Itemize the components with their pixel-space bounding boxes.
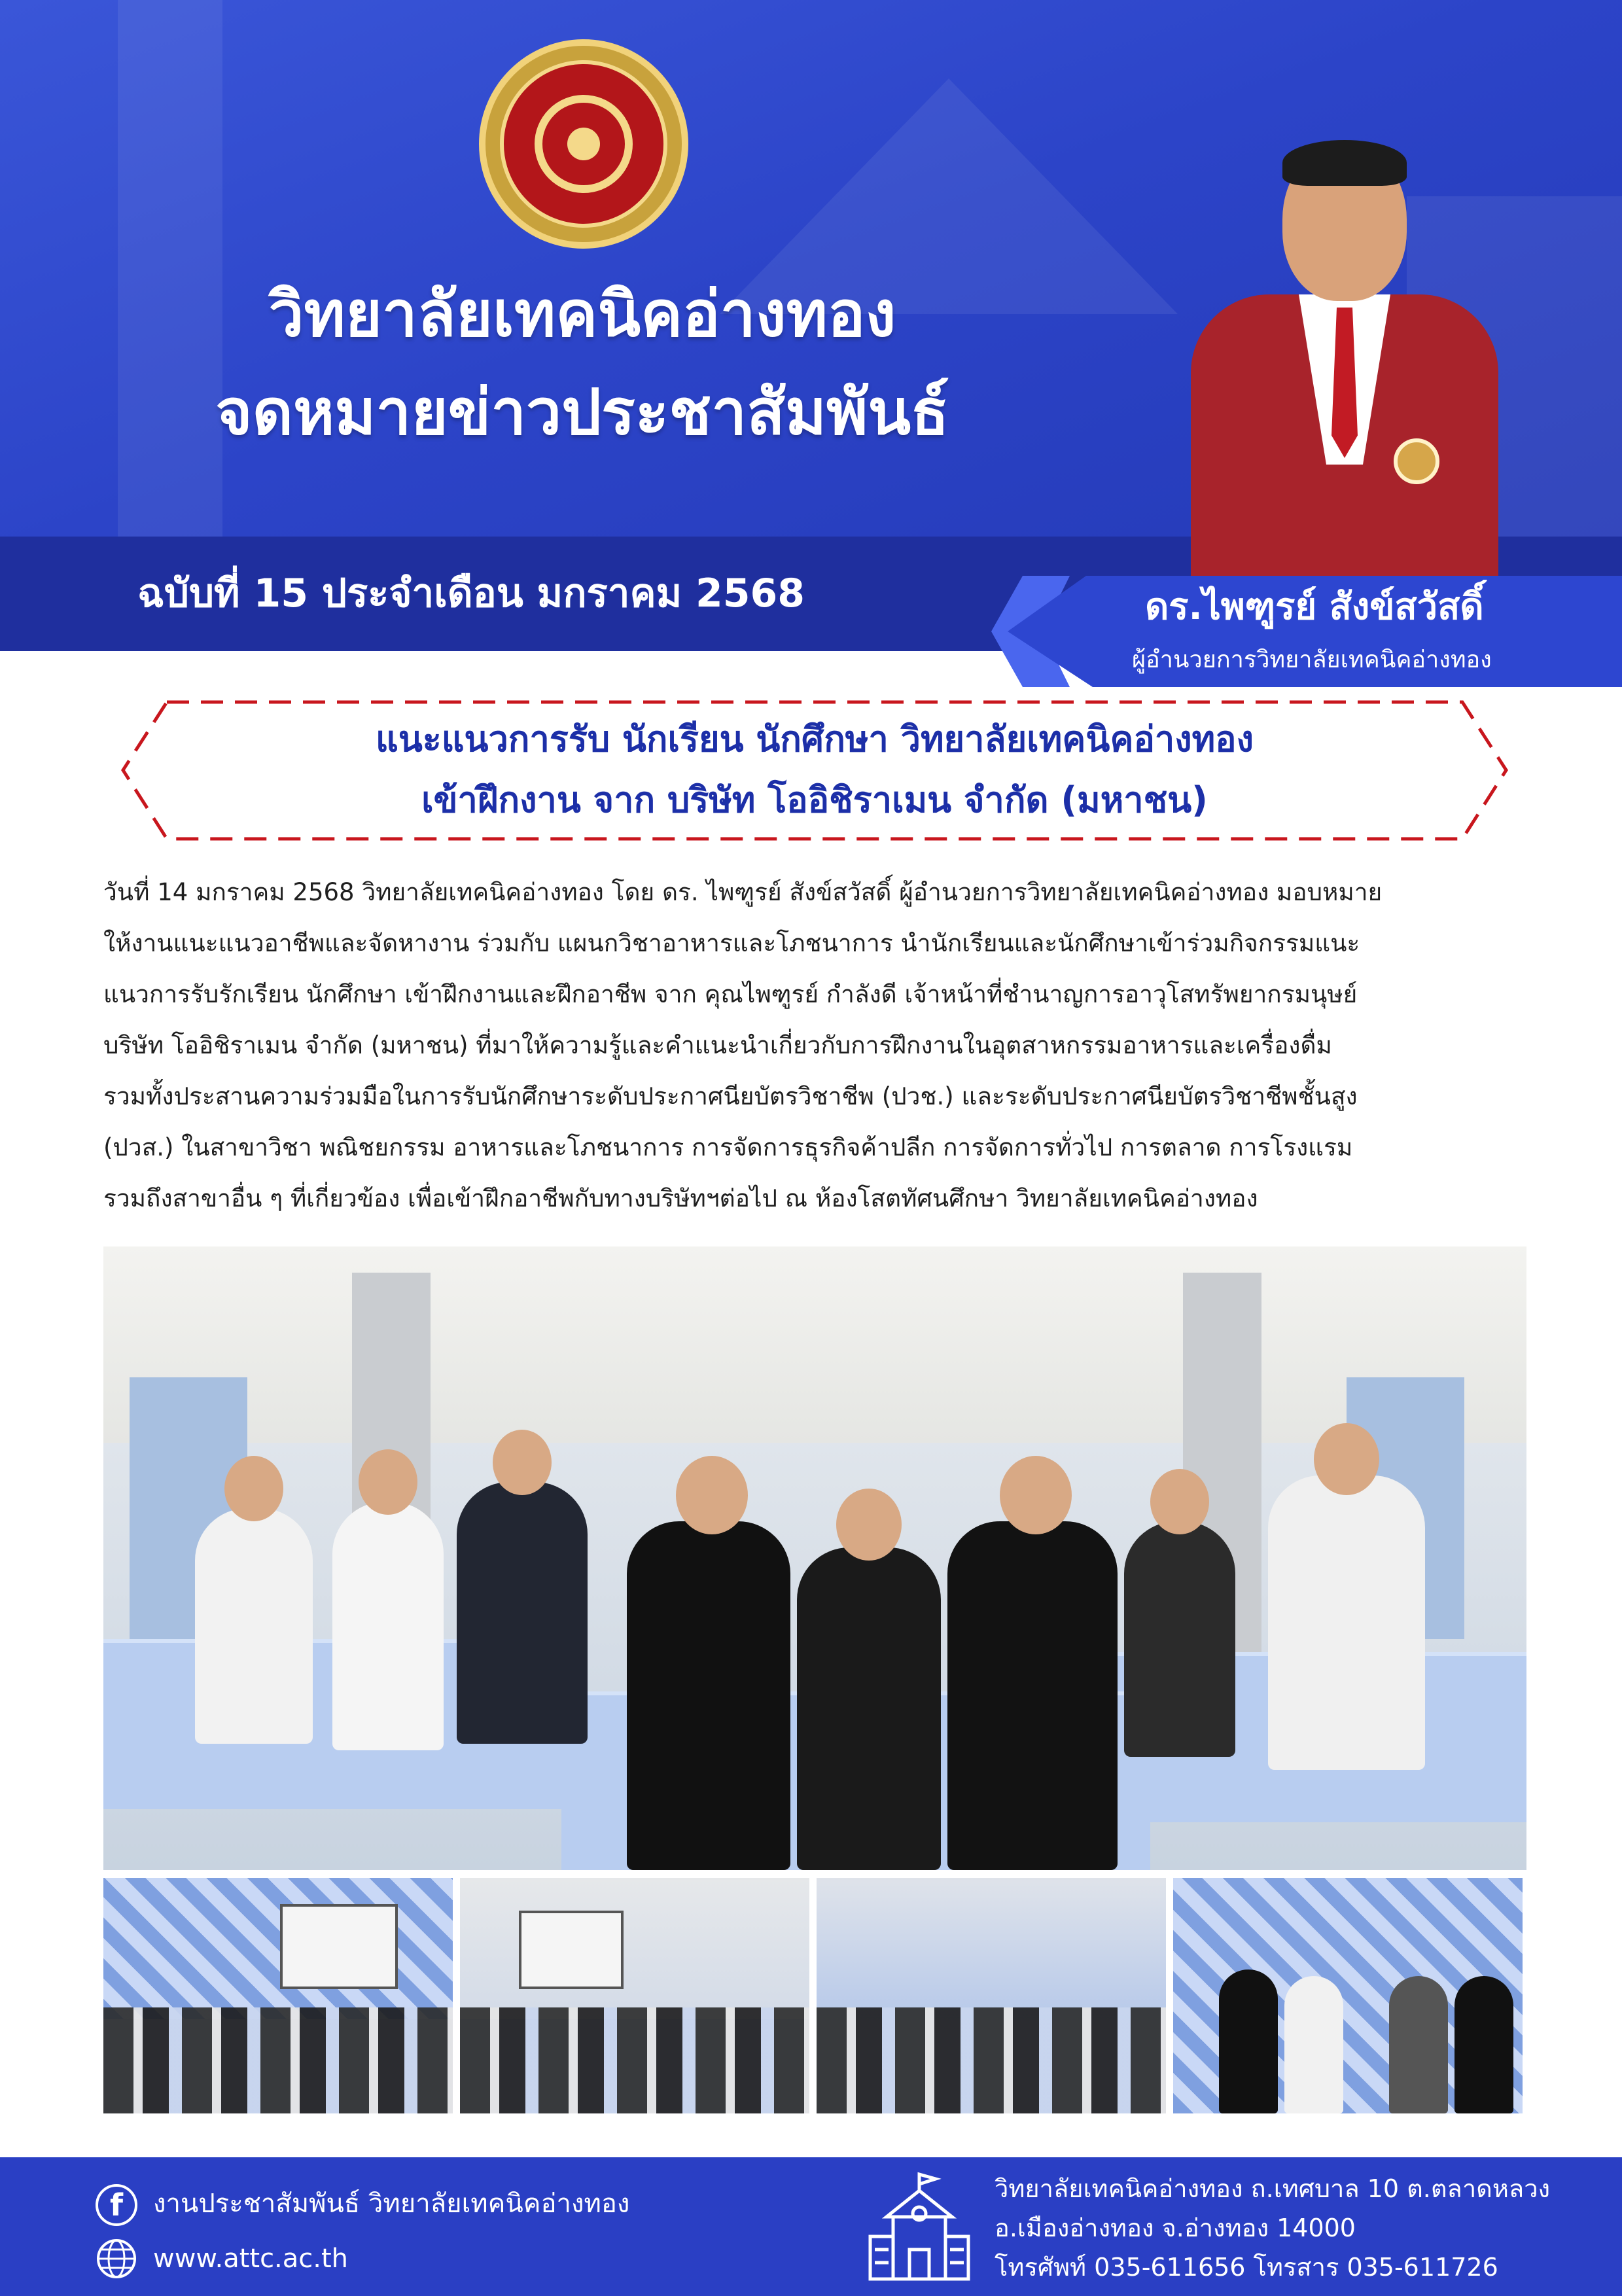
body-line: แนวการรับรักเรียน นักศึกษา เข้าฝึกงานและฝึกอาชีพ จาก คุณไพฑูรย์ กำลังดี เจ้าหน้าที่ชำนาญการอาวุโสทรัพยากรมนุษย์ [103,980,1358,1008]
photo-student [1124,1521,1235,1757]
event-thumbnail-3 [817,1878,1166,2113]
photo-staff [1219,1969,1278,2113]
college-name-title: วิทยาลัยเทคนิคอ่างทอง [268,277,896,351]
body-line: บริษัท โออิชิราเมน จำกัด (มหาชน) ที่มาให้ความรู้และคำแนะนำเกี่ยวกับการฝึกงานในอุตสาหกรรมอาหารและเครื่องดื่ม [103,1031,1332,1059]
body-line: รวมทั้งประสานความร่วมมือในการรับนักศึกษาระดับประกาศนียบัตรวิชาชีพ (ปวช.) และระดับประกาศนียบัตรวิชาชีพชั้นสูง [103,1082,1358,1110]
thumb-wall [460,1878,809,2019]
facebook-page-link[interactable]: งานประชาสัมพันธ์ วิทยาลัยเทคนิคอ่างทอง [153,2189,630,2219]
director-badge [1394,438,1439,484]
thumb-wall [103,1878,453,2019]
statue-silhouette [118,0,222,537]
photo-staff [1455,1976,1513,2113]
photo-face [493,1430,552,1495]
headline-line-2: เข้าฝึกงาน จาก บริษัท โออิชิราเมน จำกัด (มหาชน) [421,779,1208,821]
projector-screen [280,1904,398,1989]
facebook-icon[interactable]: f [96,2184,137,2226]
photo-student [332,1502,444,1750]
main-event-photo [103,1246,1526,1870]
globe-icon [96,2238,137,2280]
event-thumbnail-2 [460,1878,809,2113]
thumb-audience [460,2007,809,2113]
director-hair [1282,140,1407,186]
photo-student [1284,1976,1343,2113]
website-link[interactable]: www.attc.ac.th [153,2244,349,2274]
photo-student [195,1508,313,1744]
dharma-wheel-icon [535,95,633,193]
event-thumbnail-1 [103,1878,453,2113]
photo-staff [797,1547,941,1870]
body-line: วันที่ 14 มกราคม 2568 วิทยาลัยเทคนิคอ่างทอง โดย ดร. ไพฑูรย์ สังข์สวัสดิ์ ผู้อำนวยการวิทยาลัยเทคนิคอ่างทอง มอบหมาย [103,878,1383,906]
photo-staff [947,1521,1118,1870]
newsletter-title: จดหมายข่าวประชาสัมพันธ์ [215,376,949,449]
photo-face [1000,1456,1072,1534]
college-seal-logo [479,39,688,249]
photo-face [1314,1423,1379,1495]
headline-line-1: แนะแนวการรับ นักเรียน นักศึกษา วิทยาลัยเทคนิคอ่างทอง [376,718,1254,760]
seal-inner-ring [500,60,667,228]
projector-screen [519,1911,624,1989]
body-line: รวมถึงสาขาอื่น ๆ ที่เกี่ยวข้อง เพื่อเข้าฝึกอาชีพกับทางบริษัทฯต่อไป ณ ห้องโสตทัศนศึกษา วิทยาลัยเทคนิคอ่างทอง [103,1184,1258,1212]
issue-number: ฉบับที่ 15 ประจำเดือน มกราคม 2568 [137,571,805,616]
school-building-icon [867,2171,972,2282]
photo-student [457,1482,588,1744]
seal-hub [567,128,600,160]
photo-staff [627,1521,790,1870]
photo-face [836,1489,902,1561]
photo-face [1150,1469,1209,1534]
photo-student [1389,1976,1448,2113]
photo-teacher [1268,1475,1425,1770]
director-name: ดร.ไพฑูรย์ สังข์สวัสดิ์ [1145,586,1484,628]
address-line-1: วิทยาลัยเทคนิคอ่างทอง ถ.เทศบาล 10 ต.ตลาดหลวง [995,2174,1551,2203]
phone-fax: โทรศัพท์ 035-611656 โทรสาร 035-611726 [995,2253,1498,2282]
body-line: (ปวส.) ในสาขาวิชา พณิชยกรรม อาหารและโภชนาการ การจัดการธุรกิจค้าปลีก การจัดการทั่วไป การตลาด การโรงแรม [103,1133,1353,1161]
body-line: ให้งานแนะแนวอาชีพและจัดหางาน ร่วมกับ แผนกวิชาอาหารและโภชนาการ นำนักเรียนและนักศึกษาเข้าร่วมกิจกรรมแนะ [103,929,1360,957]
thumb-audience [817,2007,1166,2113]
photo-ceiling [103,1246,1526,1443]
photo-face [224,1456,283,1521]
director-position: ผู้อำนวยการวิทยาลัยเทคนิคอ่างทอง [1132,646,1492,673]
event-thumbnail-4 [1173,1878,1523,2113]
thumb-wall [817,1878,1166,2019]
photo-face [676,1456,748,1534]
photo-face [359,1449,417,1515]
article-body [103,867,1523,1224]
address-line-2: อ.เมืองอ่างทอง จ.อ่างทอง 14000 [995,2214,1356,2242]
director-photo [1178,144,1505,576]
thumb-audience [103,2007,453,2113]
contact-address [995,2169,1550,2287]
